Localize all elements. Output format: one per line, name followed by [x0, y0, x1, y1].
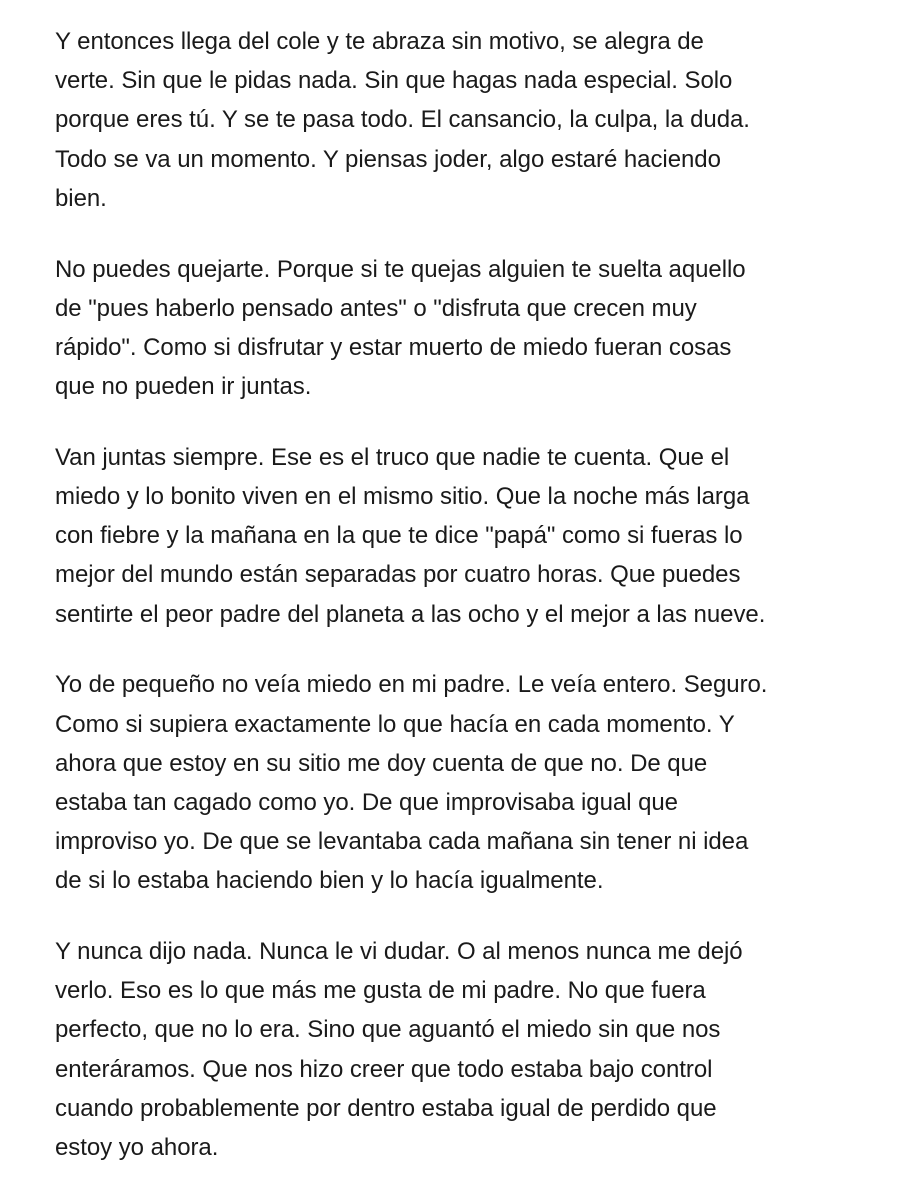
text-line: estoy yo ahora.: [55, 1134, 219, 1162]
text-line: de si lo estaba haciendo bien y lo hacía igualmente.: [55, 867, 604, 895]
text-line: No puedes quejarte. Porque si te quejas alguien te suelta aquello: [55, 255, 746, 283]
text-line: bien.: [55, 184, 107, 212]
text-line: ahora que estoy en su sitio me doy cuenta de que no. De que: [55, 749, 708, 777]
paragraph-1: [55, 22, 855, 218]
text-line: de "pues haberlo pensado antes" o "disfruta que crecen muy: [55, 294, 697, 322]
text-line: Y entonces llega del cole y te abraza sin motivo, se alegra de: [55, 28, 704, 55]
text-line: cuando probablemente por dentro estaba igual de perdido que: [55, 1094, 717, 1122]
text-line: estaba tan cagado como yo. De que improvisaba igual que: [55, 788, 678, 816]
text-line: porque eres tú. Y se te pasa todo. El cansancio, la culpa, la duda.: [55, 106, 750, 134]
text-line: verlo. Eso es lo que más me gusta de mi padre. No que fuera: [55, 977, 706, 1005]
text-line: Y nunca dijo nada. Nunca le vi dudar. O al menos nunca me dejó: [55, 938, 743, 966]
text-line: miedo y lo bonito viven en el mismo sitio. Que la noche más larga: [55, 483, 750, 511]
paragraph-4: [55, 665, 855, 900]
article-body: [55, 22, 855, 1167]
text-line: que no pueden ir juntas.: [55, 373, 312, 401]
text-line: Como si supiera exactamente lo que hacía en cada momento. Y: [55, 710, 735, 738]
text-line: con fiebre y la mañana en la que te dice "papá" como si fueras lo: [55, 522, 743, 550]
paragraph-3: [55, 438, 855, 634]
text-line: Todo se va un momento. Y piensas joder, algo estaré haciendo: [55, 145, 721, 173]
paragraph-5: [55, 932, 855, 1167]
text-line: Van juntas siempre. Ese es el truco que nadie te cuenta. Que el: [55, 443, 730, 471]
text-line: mejor del mundo están separadas por cuatro horas. Que puedes: [55, 561, 741, 589]
text-line: sentirte el peor padre del planeta a las ocho y el mejor a las nueve.: [55, 600, 766, 628]
text-line: enteráramos. Que nos hizo creer que todo estaba bajo control: [55, 1055, 713, 1083]
text-line: Yo de pequeño no veía miedo en mi padre. Le veía entero. Seguro.: [55, 671, 768, 699]
text-line: improviso yo. De que se levantaba cada mañana sin tener ni idea: [55, 828, 749, 856]
text-line: rápido". Como si disfrutar y estar muerto de miedo fueran cosas: [55, 333, 732, 361]
paragraph-2: [55, 250, 855, 407]
text-line: perfecto, que no lo era. Sino que aguantó el miedo sin que nos: [55, 1016, 721, 1044]
text-line: verte. Sin que le pidas nada. Sin que hagas nada especial. Solo: [55, 67, 733, 95]
